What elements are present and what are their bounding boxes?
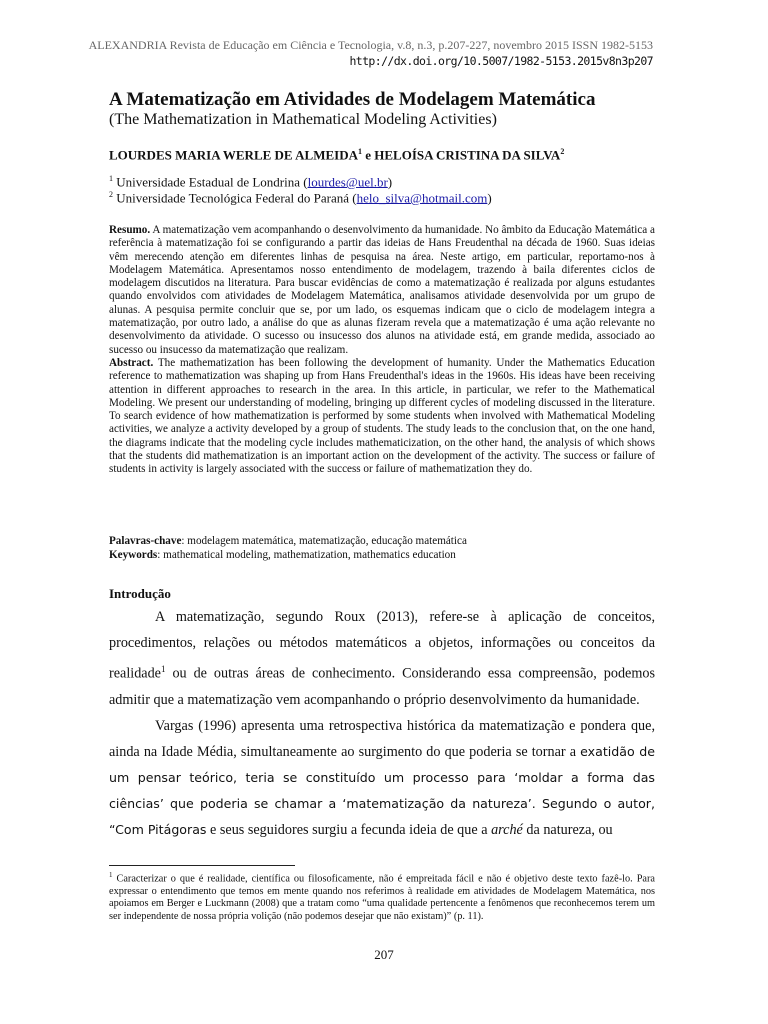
page-number: 207 bbox=[374, 947, 394, 962]
email-link-2[interactable]: helo_silva@hotmail.com bbox=[356, 190, 488, 206]
affiliation-1-text: Universidade Estadual de Londrina ( bbox=[113, 174, 308, 190]
intro-paragraph-2 bbox=[109, 713, 655, 843]
resumo-text: A matematização vem acompanhando o desenvolvimento da humanidade. No âmbito da Educação Matemática a referência à matematização foi se configurando a partir das ideias de Hans Freudenthal na década de 1960. Suas ideias vêm merecendo atenção em diferentes linhas de pesquisa na área. Neste artigo, em particular, reportamo-nos à Modelagem Matemática. Apresentamos nosso entendimento de modelagem, trazendo à baila diferentes ciclos de modelagem discutidos na literatura. Para buscar evidências de como a matematização é realizada por alguns estudantes quando envolvidos com atividades de Modelagem Matemática, analisamos atividade desenvolvida por um grupo de alunas. A pesquisa permite concluir que se, por um lado, os esquemas indicam que o ciclo de modelagem integra a matematização, por outro lado, a análise do que as alunas fizeram revela que a matematização é uma ação relevante no desenvolvimento da atividade. O sucesso ou insucesso dos alunos na atividade está, em grande medida, associado ao sucesso ou insucesso da matematização que realizam. bbox=[109, 224, 655, 356]
keywords-text: : mathematical modeling, mathematization, mathematics education bbox=[157, 549, 456, 561]
author-2-sup: 2 bbox=[560, 147, 565, 156]
footnote-1-text-a: Caracterizar o que é realidade, científica ou filosoficamente, não é empreitada fácil e não é objetivo deste texto fazê-lo. Para expressar o entendimento que temos em mente quando nos referimos à realidade em atividades de Modelagem Matemática, nos apoiamos em Berger e Luckmann (2008) que a tratam como “uma qualidade bbox=[109, 873, 655, 910]
resumo-label: Resumo. bbox=[109, 224, 151, 236]
section-heading-introducao: Introdução bbox=[109, 586, 171, 601]
footnote-divider bbox=[109, 865, 295, 866]
affiliation-2 bbox=[109, 190, 492, 206]
footnote-1 bbox=[109, 869, 655, 923]
keywords bbox=[109, 549, 655, 561]
footnote-1-text-b: pertencente a fenômenos que reconhecemos terem um ser independente de nossa própria volição (não podemos desejar que não existam)” (p. 11). bbox=[109, 898, 655, 922]
affiliation-2-text: Universidade Tecnológica Federal do Paraná ( bbox=[113, 190, 357, 206]
doi-link[interactable]: http://dx.doi.org/10.5007/1982-5153.2015v8n3p207 bbox=[349, 54, 653, 68]
intro-p2-text-c: e seus seguidores surgiu a fecunda ideia de que a bbox=[206, 821, 492, 838]
body-text bbox=[109, 604, 655, 843]
author-2: HELOÍSA CRISTINA DA SILVA bbox=[374, 147, 561, 163]
abstract-label: Abstract. bbox=[109, 356, 154, 369]
palavras-chave bbox=[109, 535, 655, 547]
intro-p2-emphasis: arché bbox=[491, 821, 523, 838]
intro-p1-text-a: A matematização, segundo Roux (2013), refere-se à aplicação de conceitos, procedimentos, relações ou métodos matemáticos a objetos, informações ou conceitos da realidade bbox=[109, 609, 655, 682]
affiliation-1-close: ) bbox=[387, 174, 393, 190]
author-1: LOURDES MARIA WERLE DE ALMEIDA bbox=[109, 147, 358, 163]
affiliation-2-sup: 2 bbox=[109, 190, 113, 199]
article-title: A Matematização em Atividades de Modelagem Matemática bbox=[109, 89, 596, 110]
article-subtitle: (The Mathematization in Mathematical Modeling Activities) bbox=[109, 111, 497, 128]
abstract-block bbox=[109, 224, 655, 477]
intro-p2-text-d: da natureza, ou bbox=[522, 821, 613, 838]
footnote-1-sup: 1 bbox=[109, 871, 113, 879]
author-separator: e bbox=[361, 147, 375, 163]
palavras-chave-text: : modelagem matemática, matematização, educação matemática bbox=[181, 535, 467, 547]
keywords-label: Keywords bbox=[109, 549, 158, 561]
palavras-chave-label: Palavras-chave bbox=[109, 535, 182, 547]
authors-line bbox=[109, 147, 669, 163]
author-1-sup: 1 bbox=[357, 147, 362, 156]
abstract-paragraph bbox=[109, 357, 655, 477]
abstract-text: The mathematization has been following the development of humanity. Under the Mathematics Education reference to mathematization was shaping up from Hans Freudenthal's ideas in the 1960s. His ideas have been receiving attention in different approaches to research in the area. In this article, in particular, we refer to the Mathematical Modeling. We present our understanding of modeling, bringing up different cycles of modeling discussed in the literature. To search evidence of how mathematization is performed by some students when involved with Mathematical Modeling activities, we analyze a activity developed by a group of students. The study leads to the conclusion that, on the one hand, the diagrams indicate that the modeling cycle includes mathematicization, on the other hand, the analysis of which shows that the students did mathematization is an important action on the development of the activity. The success or failure of students in activity is largely associated with the success or failure of mathematization they do. bbox=[109, 356, 655, 476]
affiliation-2-close: ) bbox=[487, 190, 492, 206]
intro-p1-text-b: ou de outras áreas de conhecimento. Considerando essa compreensão, podemos admitir que a matematização vem acompanhando o próprio desenvolvimento da humanidade. bbox=[109, 665, 655, 708]
intro-paragraph-1 bbox=[109, 604, 655, 713]
resumo-paragraph bbox=[109, 224, 655, 357]
footnote-ref-1[interactable]: 1 bbox=[160, 664, 166, 674]
intro-p2-text-a: Vargas (1996) apresenta uma retrospectiva histórica da matematização e pondera que, ainda na Idade Média, simultaneamente ao surgimento do que poderia se tornar a bbox=[109, 717, 655, 760]
email-link-1[interactable]: lourdes@uel.br bbox=[307, 174, 388, 190]
affiliation-1 bbox=[109, 174, 392, 190]
affiliation-1-sup: 1 bbox=[109, 174, 113, 183]
journal-header: ALEXANDRIA Revista de Educação em Ciência e Tecnologia, v.8, n.3, p.207-227, novembro 2015 ISSN 1982-5153 bbox=[88, 38, 653, 52]
intro-p2-text-b: exatidão de um pensar teórico, teria se constituído um processo para ‘moldar a forma das ciências’ que poderia se chamar a ‘matematização da natureza’. Segundo o autor, “Com Pitágoras bbox=[109, 743, 655, 837]
